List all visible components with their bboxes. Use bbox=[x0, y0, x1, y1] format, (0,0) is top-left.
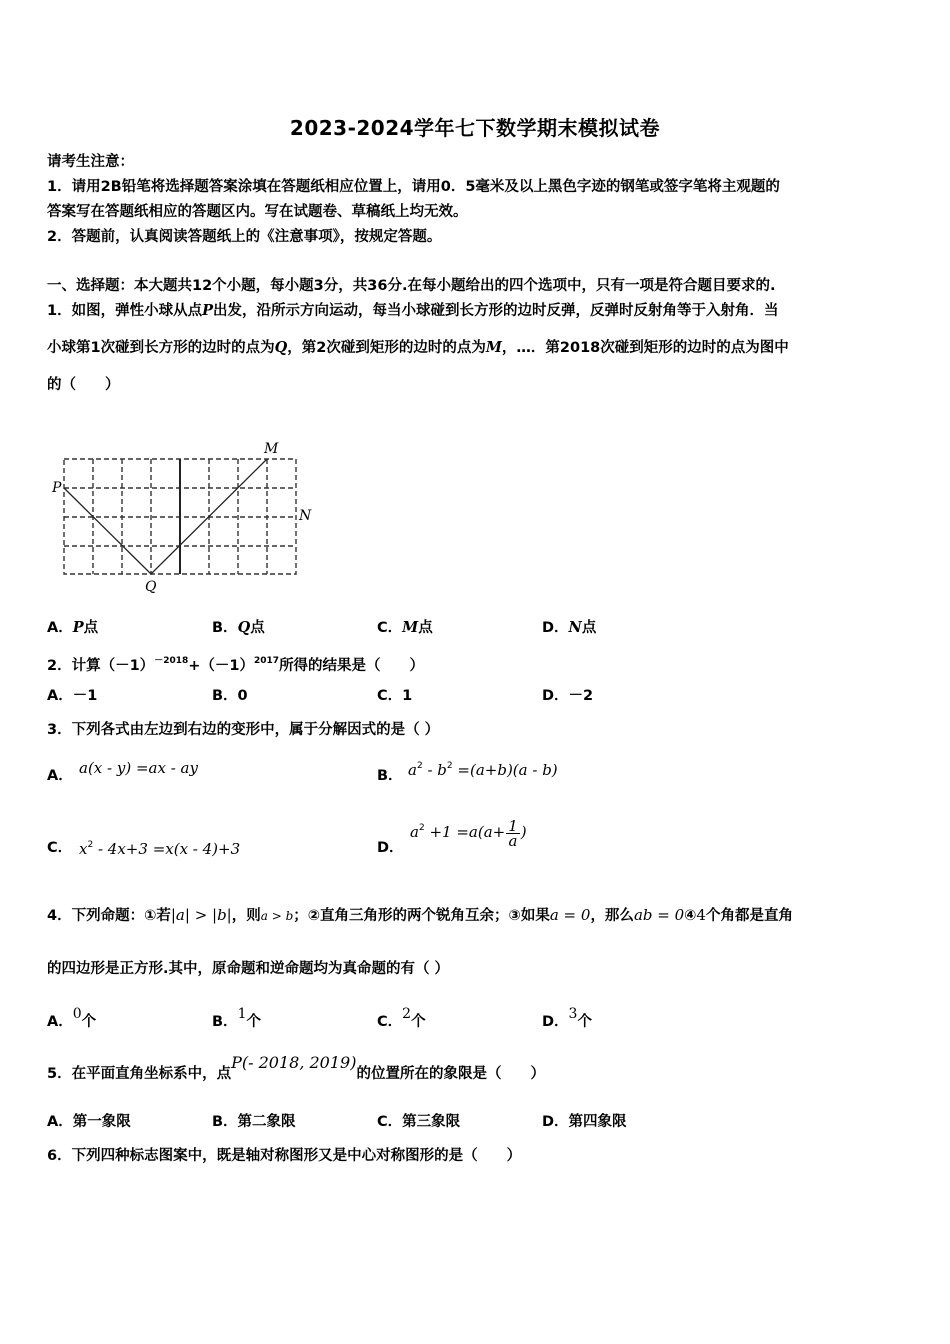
math-expr: ) bbox=[520, 823, 527, 841]
math-expr: +1 =a(a+ bbox=[424, 823, 506, 841]
q1-figure bbox=[44, 436, 324, 596]
math-expr: a(x - y) =ax - ay bbox=[79, 759, 198, 777]
q3-option-c-expr[interactable] bbox=[79, 835, 240, 860]
option-text: 点 bbox=[581, 620, 597, 636]
option-text: 点 bbox=[83, 620, 99, 636]
q3-option-d-expr[interactable] bbox=[410, 818, 527, 848]
option-text: 个 bbox=[577, 1014, 592, 1030]
option-text: 个 bbox=[246, 1014, 261, 1030]
q4-text: 4．下列命题：①若 bbox=[47, 908, 171, 924]
label-m: M bbox=[264, 441, 279, 457]
q1-text-e: ，…．第2018次碰到矩形的边时的点为图中 bbox=[501, 340, 789, 356]
q1-option-b[interactable] bbox=[212, 618, 265, 638]
q4-option-b[interactable] bbox=[212, 1004, 261, 1032]
math-exponent: 2 bbox=[87, 840, 94, 850]
q1-text-c: 小球第1次碰到长方形的边时的点为 bbox=[47, 340, 275, 356]
notice-item2: 2．答题前，认真阅读答题纸上的《注意事项》，按规定答题。 bbox=[47, 229, 442, 245]
q2-middle: +（－1） bbox=[188, 658, 254, 674]
q1-var-m: M bbox=[485, 339, 502, 356]
option-letter: D． bbox=[542, 620, 569, 636]
q1-var-p: P bbox=[202, 302, 213, 319]
option-letter: B． bbox=[212, 620, 238, 636]
q5-option-b[interactable]: B．第二象限 bbox=[212, 1114, 296, 1130]
q2-option-b[interactable]: B．0 bbox=[212, 688, 248, 704]
q4-cond2: a = 0 bbox=[549, 906, 591, 924]
q2-suffix: 所得的结果是（ ） bbox=[279, 658, 425, 674]
q5-option-c[interactable]: C．第三象限 bbox=[377, 1114, 461, 1130]
option-num: 3 bbox=[568, 1006, 578, 1022]
page-title: 2023-2024学年七下数学期末模拟试卷 bbox=[289, 116, 661, 140]
q5-text: 的位置所在的象限是（ ） bbox=[356, 1066, 545, 1082]
q4-line2: 的四边形是正方形.其中，原命题和逆命题均为真命题的有（ ） bbox=[47, 961, 450, 977]
option-var: P bbox=[72, 619, 84, 636]
math-expr: x bbox=[79, 840, 88, 858]
q1-option-a[interactable] bbox=[47, 618, 98, 638]
label-n: N bbox=[299, 508, 312, 524]
option-letter: C． bbox=[377, 1014, 403, 1030]
option-letter: D． bbox=[542, 1014, 569, 1030]
q5-option-d[interactable]: D．第四象限 bbox=[542, 1114, 627, 1130]
q5-stem bbox=[47, 1053, 545, 1084]
math-fraction bbox=[506, 816, 520, 850]
q2-exponent-2: 2017 bbox=[254, 656, 280, 666]
q4-cond1: a > b bbox=[260, 909, 294, 923]
q4-text: ④ bbox=[684, 908, 697, 924]
q4-text: ，则 bbox=[231, 908, 261, 924]
math-exponent: 2 bbox=[446, 761, 453, 771]
q1-var-q: Q bbox=[274, 339, 288, 356]
section1-heading: 一、选择题：本大题共12个小题，每小题3分，共36分.在每小题给出的四个选项中，只有一项是符合题目要求的. bbox=[47, 278, 776, 294]
math-expr: =(a+b)(a - b) bbox=[452, 761, 558, 779]
fraction-numerator: 1 bbox=[508, 816, 518, 835]
option-var: M bbox=[402, 619, 419, 636]
q4-line1 bbox=[47, 905, 793, 926]
option-num: 0 bbox=[72, 1006, 82, 1022]
option-letter: C． bbox=[377, 620, 403, 636]
q2-option-a[interactable]: A．－1 bbox=[47, 688, 98, 704]
q2-option-c[interactable]: C．1 bbox=[377, 688, 413, 704]
q4-text: ；②直角三角形的两个锐角互余；③如果 bbox=[293, 908, 550, 924]
q3-option-a-letter[interactable]: A． bbox=[47, 768, 73, 784]
q3-stem: 3．下列各式由左边到右边的变形中，属于分解因式的是（ ） bbox=[47, 722, 440, 738]
option-var: Q bbox=[237, 619, 251, 636]
q1-option-c[interactable] bbox=[377, 618, 433, 638]
label-p: P bbox=[52, 480, 62, 496]
q3-option-c-letter[interactable]: C． bbox=[47, 840, 73, 856]
q4-option-a[interactable] bbox=[47, 1004, 96, 1032]
q3-option-b-letter[interactable]: B． bbox=[377, 768, 403, 784]
math-expr: - b bbox=[422, 761, 447, 779]
q6-stem: 6．下列四种标志图案中，既是轴对称图形又是中心对称图形的是（ ） bbox=[47, 1148, 522, 1164]
q5-point: P(- 2018, 2019) bbox=[231, 1053, 357, 1072]
q1-text-b: 出发，沿所示方向运动，每当小球碰到长方形的边时反弹，反弹时反射角等于入射角．当 bbox=[213, 303, 779, 319]
q4-abs-expr: |a| > |b| bbox=[170, 906, 232, 924]
q2-exponent-1: －2018 bbox=[154, 656, 189, 666]
notice-heading: 请考生注意： bbox=[47, 154, 134, 170]
q1-text-a: 1．如图，弹性小球从点 bbox=[47, 303, 203, 319]
option-text: 点 bbox=[418, 620, 433, 636]
label-q: Q bbox=[145, 579, 157, 595]
notice-item1-line1: 1．请用2B铅笔将选择题答案涂填在答题纸相应位置上，请用0．5毫米及以上黑色字迹的钢笔或签字笔将主观题的 bbox=[47, 179, 780, 195]
option-letter: A． bbox=[47, 620, 73, 636]
option-num: 1 bbox=[237, 1006, 247, 1022]
q2-option-d[interactable]: D．－2 bbox=[542, 688, 594, 704]
q4-text: 个角都是直角 bbox=[705, 908, 793, 924]
q1-line1 bbox=[47, 301, 779, 321]
option-text: 个 bbox=[411, 1014, 426, 1030]
option-num: 2 bbox=[402, 1006, 412, 1022]
q5-text: 5．在平面直角坐标系中，点 bbox=[47, 1066, 232, 1082]
q3-option-d-letter[interactable]: D． bbox=[377, 840, 404, 856]
fraction-denominator: a bbox=[508, 831, 518, 850]
option-letter: B． bbox=[212, 1014, 238, 1030]
q4-option-d[interactable] bbox=[542, 1004, 592, 1032]
math-exponent: 2 bbox=[418, 823, 425, 833]
option-text: 个 bbox=[81, 1014, 97, 1030]
math-expr: - 4x+3 =x(x - 4)+3 bbox=[93, 840, 241, 858]
q4-num4: 4 bbox=[696, 906, 706, 924]
q3-option-a-expr[interactable] bbox=[79, 758, 198, 779]
q1-line2 bbox=[47, 338, 789, 358]
notice-item1-line2: 答案写在答题纸相应的答题区内。写在试题卷、草稿纸上均无效。 bbox=[47, 204, 468, 220]
q2-prefix: 2．计算（－1） bbox=[47, 658, 155, 674]
q4-option-c[interactable] bbox=[377, 1004, 426, 1032]
q1-option-d[interactable] bbox=[542, 618, 596, 638]
option-text: 点 bbox=[250, 620, 265, 636]
q2-stem bbox=[47, 651, 424, 676]
q1-text-d: ，第2次碰到矩形的边时的点为 bbox=[287, 340, 486, 356]
q3-option-b-expr[interactable] bbox=[408, 756, 558, 781]
q1-line3: 的（ ） bbox=[47, 377, 120, 393]
math-exponent: 2 bbox=[416, 761, 423, 771]
option-letter: A． bbox=[47, 1014, 73, 1030]
q4-cond3: ab = 0 bbox=[633, 906, 685, 924]
math-expr: a bbox=[408, 761, 417, 779]
q4-text: ，那么 bbox=[590, 908, 634, 924]
q5-option-a[interactable]: A．第一象限 bbox=[47, 1114, 131, 1130]
option-var: N bbox=[568, 619, 582, 636]
math-expr: a bbox=[410, 823, 419, 841]
